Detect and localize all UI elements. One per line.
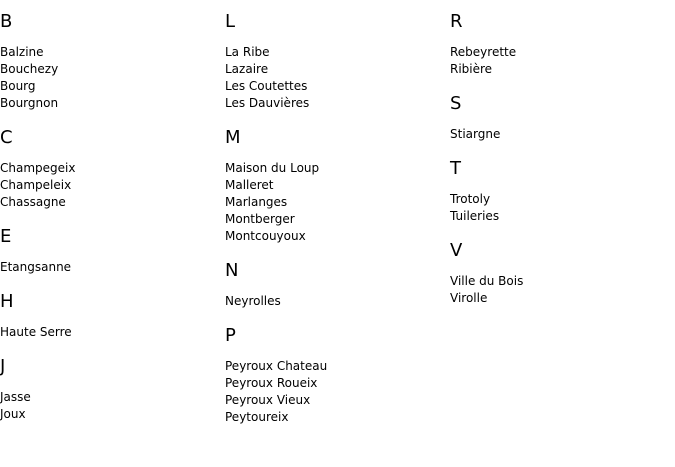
place-link[interactable]: Montberger	[225, 212, 295, 226]
place-link[interactable]: Bourg	[0, 79, 36, 93]
place-list	[0, 44, 220, 112]
place-list	[450, 126, 670, 143]
place-link[interactable]: Neyrolles	[225, 294, 281, 308]
letter-group	[225, 259, 445, 310]
letter-group	[225, 126, 445, 245]
letter-heading: V	[450, 240, 463, 261]
place-link[interactable]: Peytoureix	[225, 410, 289, 424]
place-link[interactable]: Rebeyrette	[450, 45, 517, 59]
place-list	[225, 358, 445, 426]
index-column	[450, 10, 670, 321]
place-link[interactable]: Peyroux Chateau	[225, 359, 328, 373]
letter-group	[0, 126, 220, 211]
place-link[interactable]: Les Dauvières	[225, 96, 310, 110]
letter-heading: E	[0, 226, 12, 247]
place-link[interactable]: Bourgnon	[0, 96, 59, 110]
place-list	[450, 273, 670, 307]
letter-group	[450, 10, 670, 78]
place-link[interactable]: Tuileries	[450, 209, 500, 223]
letter-heading: B	[0, 11, 13, 32]
place-list	[225, 44, 445, 112]
place-list	[0, 389, 220, 423]
letter-group	[0, 225, 220, 276]
letter-heading: R	[450, 11, 463, 32]
letter-heading: S	[450, 93, 462, 114]
letter-heading: N	[225, 260, 239, 281]
place-link[interactable]: Haute Serre	[0, 325, 72, 339]
letter-heading: C	[0, 127, 13, 148]
place-link[interactable]: Peyroux Roueix	[225, 376, 318, 390]
letter-group	[225, 324, 445, 426]
place-link[interactable]: Bouchezy	[0, 62, 59, 76]
letter-heading: T	[450, 158, 461, 179]
place-link[interactable]: Balzine	[0, 45, 44, 59]
place-link[interactable]: Les Coutettes	[225, 79, 308, 93]
place-link[interactable]: Maison du Loup	[225, 161, 320, 175]
letter-heading: M	[225, 127, 241, 148]
index-column	[0, 10, 220, 437]
letter-group	[450, 239, 670, 307]
letter-group	[0, 355, 220, 423]
place-list	[450, 191, 670, 225]
place-link[interactable]: Jasse	[0, 390, 31, 404]
place-link[interactable]: Ribière	[450, 62, 493, 76]
index-column	[225, 10, 445, 440]
letter-heading: L	[225, 11, 236, 32]
letter-group	[450, 157, 670, 225]
letter-heading: J	[0, 356, 6, 377]
place-link[interactable]: Stiargne	[450, 127, 501, 141]
place-link[interactable]: Virolle	[450, 291, 488, 305]
letter-group	[225, 10, 445, 112]
place-link[interactable]: Etangsanne	[0, 260, 72, 274]
place-list	[0, 324, 220, 341]
place-link[interactable]: Lazaire	[225, 62, 269, 76]
place-link[interactable]: Champegeix	[0, 161, 76, 175]
place-list	[0, 259, 220, 276]
place-link[interactable]: Montcouyoux	[225, 229, 306, 243]
place-link[interactable]: Marlanges	[225, 195, 288, 209]
place-link[interactable]: Malleret	[225, 178, 274, 192]
letter-group	[450, 92, 670, 143]
place-link[interactable]: La Ribe	[225, 45, 270, 59]
place-link[interactable]: Champeleix	[0, 178, 72, 192]
place-list	[225, 293, 445, 310]
letter-group	[0, 290, 220, 341]
place-link[interactable]: Trotoly	[450, 192, 491, 206]
letter-heading: H	[0, 291, 14, 312]
place-link[interactable]: Peyroux Vieux	[225, 393, 311, 407]
place-list	[450, 44, 670, 78]
place-link[interactable]: Ville du Bois	[450, 274, 524, 288]
letter-heading: P	[225, 325, 236, 346]
place-list	[225, 160, 445, 245]
place-link[interactable]: Chassagne	[0, 195, 66, 209]
place-link[interactable]: Joux	[0, 407, 26, 421]
letter-group	[0, 10, 220, 112]
place-list	[0, 160, 220, 211]
